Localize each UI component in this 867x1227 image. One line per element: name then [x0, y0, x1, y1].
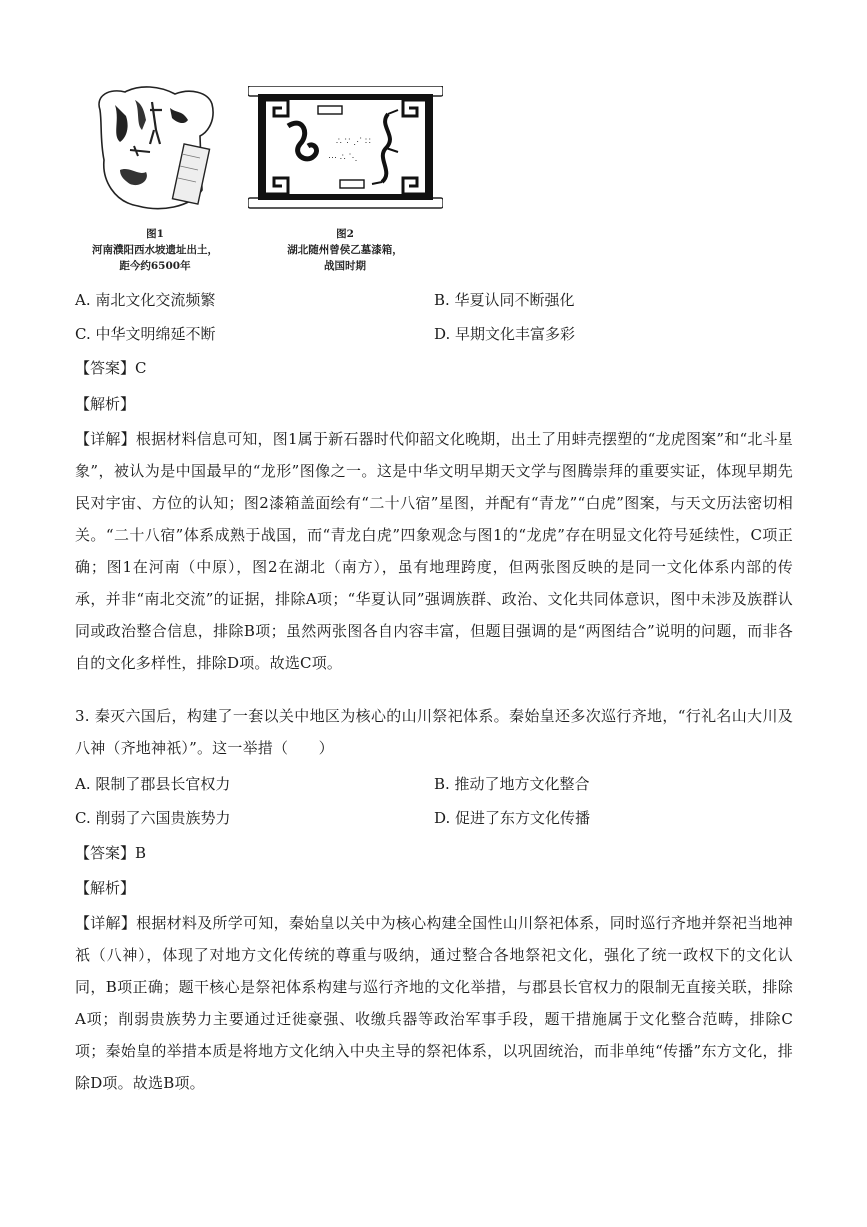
figure-1-caption-line1: 河南濮阳西水坡遗址出土，: [92, 244, 218, 256]
figure-2-caption-line1: 湖北随州曾侯乙墓漆箱，: [287, 244, 403, 256]
figure-1-caption: [70, 226, 240, 274]
figure-2-caption: [255, 226, 435, 274]
q2-option-c[interactable]: C. 中华文明绵延不断: [75, 325, 216, 343]
figure-2-caption-line2: 战国时期: [324, 260, 366, 272]
q2-option-d[interactable]: D. 早期文化丰富多彩: [434, 325, 576, 343]
lacquer-box-drawing: [248, 86, 443, 210]
svg-text:⋯ ∴ ⋱: ⋯ ∴ ⋱: [328, 153, 358, 163]
figure-1-label: 图1: [146, 228, 164, 240]
q3-option-d[interactable]: D. 促进了东方文化传播: [434, 809, 591, 827]
figure-2-image: [248, 86, 443, 210]
q3-answer: 【答案】B: [75, 844, 147, 862]
q2-answer: 【答案】C: [75, 359, 147, 377]
q2-detail: 【详解】根据材料信息可知，图1属于新石器时代仰韶文化晚期，出土了用蚌壳摆塑的“龙虎图案”和“北斗星象”，被认为是中国最早的“龙形”图像之一。这是中华文明早期天文学与图腾崇拜的重要实证，体现早期先民对宇宙、方位的认知；图2漆箱盖面绘有“二十八宿”星图，并配有“青龙”“白虎”图案，与天文历法密切相关。“二十八宿”体系成熟于战国，而“青龙白虎”四象观念与图1的“龙虎”存在明显文化符号延续性，C项正确；图1在河南（中原），图2在湖北（南方），虽有地理跨度，但两张图反映的是同一文化体系内部的传承，并非“南北交流”的证据，排除A项；“华夏认同”强调族群、政治、文化共同体意识，图中未涉及族群认同或政治整合信息，排除B项；虽然两张图各自内容丰富，但题目强调的是“两图结合”说明的问题，而非各自的文化多样性，排除D项。故选C项。: [75, 430, 793, 672]
q3-analysis-label: 【解析】: [75, 879, 136, 897]
q2-analysis-label: 【解析】: [75, 395, 136, 413]
burial-drawing: [90, 80, 220, 220]
q3-stem: 3. 秦灭六国后，构建了一套以关中地区为核心的山川祭祀体系。秦始皇还多次巡行齐地，“行礼名山大川及八神（齐地神祇）”。这一举措（ ）: [75, 707, 793, 757]
q3-option-b[interactable]: B. 推动了地方文化整合: [434, 775, 590, 793]
figure-2-label: 图2: [336, 228, 354, 240]
svg-text:∴ ∵ ⋰ ∷: ∴ ∵ ⋰ ∷: [336, 137, 371, 147]
figure-1-caption-line2: 距今约6500年: [119, 260, 191, 272]
q2-option-a[interactable]: A. 南北文化交流频繁: [75, 291, 216, 309]
q3-detail: 【详解】根据材料及所学可知，秦始皇以关中为核心构建全国性山川祭祀体系，同时巡行齐地并祭祀当地神祇（八神），体现了对地方文化传统的尊重与吸纳，通过整合各地祭祀文化，强化了统一政权下的文化认同，B项正确；题干核心是祭祀体系构建与巡行齐地的文化举措，与郡县长官权力的限制无直接关联，排除A项；削弱贵族势力主要通过迁徙豪强、收缴兵器等政治军事手段，题干措施属于文化整合范畴，排除C项；秦始皇的举措本质是将地方文化纳入中央主导的祭祀体系，以巩固统治，而非单纯“传播”东方文化，排除D项。故选B项。: [75, 914, 793, 1092]
q3-option-a[interactable]: A. 限制了郡县长官权力: [75, 775, 231, 793]
figure-1-image: [90, 80, 220, 220]
q2-option-b[interactable]: B. 华夏认同不断强化: [434, 291, 575, 309]
q3-option-c[interactable]: C. 削弱了六国贵族势力: [75, 809, 231, 827]
